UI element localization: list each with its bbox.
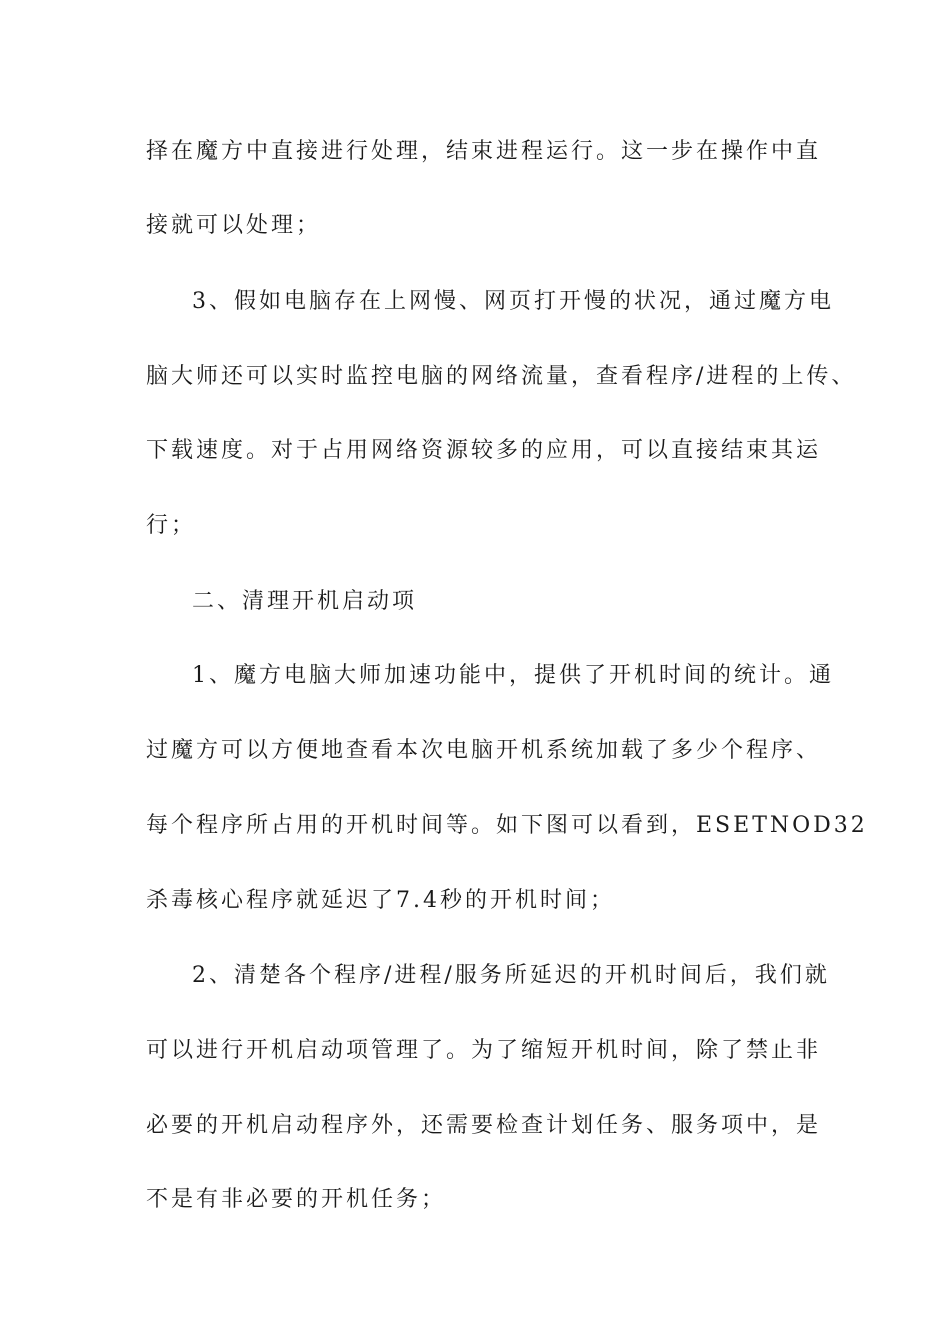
text-line: 必要的开机启动程序外，还需要检查计划任务、服务项中，是 — [146, 1113, 822, 1138]
section-heading: 二、清理开机启动项 — [192, 589, 418, 614]
text-line: 杀毒核心程序就延迟了7.4秒的开机时间； — [146, 888, 615, 913]
text-line: 行； — [146, 513, 197, 538]
text-line: 过魔方可以方便地查看本次电脑开机系统加载了多少个程序、 — [146, 738, 822, 763]
text-line: 择在魔方中直接进行处理，结束进程运行。这一步在操作中直 — [146, 139, 822, 164]
text-line: 接就可以处理； — [146, 213, 322, 238]
paragraph-2-start: 2、清楚各个程序/进程/服务所延迟的开机时间后，我们就 — [192, 963, 830, 988]
text-line: 下载速度。对于占用网络资源较多的应用，可以直接结束其运 — [146, 438, 822, 463]
text-line: 脑大师还可以实时监控电脑的网络流量，查看程序/进程的上传、 — [146, 364, 857, 389]
text-line: 可以进行开机启动项管理了。为了缩短开机时间，除了禁止非 — [146, 1038, 822, 1063]
paragraph-3-start: 3、假如电脑存在上网慢、网页打开慢的状况，通过魔方电 — [192, 289, 834, 314]
text-line: 每个程序所占用的开机时间等。如下图可以看到，ESETNOD32 — [146, 813, 868, 838]
text-line: 不是有非必要的开机任务； — [146, 1187, 447, 1212]
paragraph-1-start: 1、魔方电脑大师加速功能中，提供了开机时间的统计。通 — [192, 663, 834, 688]
